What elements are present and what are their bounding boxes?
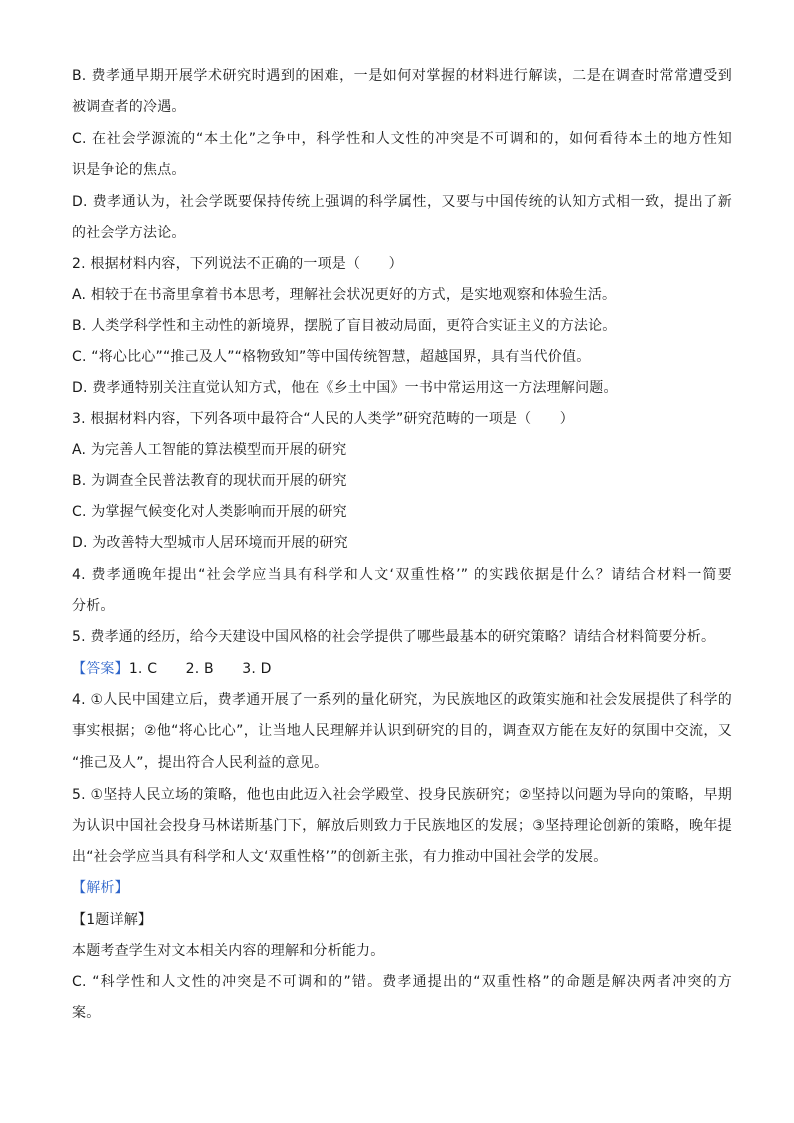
q2-option-a: A. 相较于在书斋里拿着书本思考，理解社会状况更好的方式，是实地观察和体验生活。 (72, 287, 617, 303)
answer-values: 1. C 2. B 3. D (128, 661, 272, 677)
question-3: 3. 根据材料内容，下列各项中最符合“人民的人类学”研究范畴的一项是（ ） (72, 411, 574, 427)
answer-4-text: 4. ①人民中国建立后，费孝通开展了一系列的量化研究，为民族地区的政策实施和社会发展提供了科学的 (72, 692, 732, 708)
answer-label: 【答案】 (72, 661, 129, 677)
answer-line (72, 659, 732, 679)
text-line: 的社会学方法论。 (72, 225, 186, 241)
text-line: 识是争论的焦点。 (72, 162, 186, 178)
text-line: 案。 (72, 1005, 101, 1021)
question-4: 4. 费孝通晚年提出“社会学应当具有科学和人文‘双重性格’” 的实践依据是什么？请结合材料一简要 (72, 567, 732, 583)
option-b-text: B. 费孝通早期开展学术研究时遇到的困难，一是如何对掌握的材料进行解读，二是在调查时常常遭受到 (72, 68, 732, 84)
text-line: 为认识中国社会投身马林诺斯基门下，解放后则致力于民族地区的发展；③坚持理论创新的策略，晚年提 (72, 818, 732, 834)
question-5: 5. 费孝通的经历，给今天建设中国风格的社会学提供了哪些最基本的研究策略？请结合材料简要分析。 (72, 629, 716, 645)
text-line: “推己及人”，提出符合人民利益的意见。 (72, 755, 329, 771)
q2-option-d: D. 费孝通特别关注直觉认知方式，他在《乡土中国》一书中常运用这一方法理解问题。 (72, 380, 618, 396)
q3-option-c: C. 为掌握气候变化对人类影响而开展的研究 (72, 504, 347, 520)
q2-option-b: B. 人类学科学性和主动性的新境界，摆脱了盲目被动局面，更符合实证主义的方法论。 (72, 318, 617, 334)
q3-option-a: A. 为完善人工智能的算法模型而开展的研究 (72, 442, 347, 458)
text-line: 本题考查学生对文本相关内容的理解和分析能力。 (72, 943, 385, 959)
q2-option-c: C. “将心比心”“推己及人”“格物致知”等中国传统智慧，超越国界，具有当代价值。 (72, 349, 591, 365)
option-d-text: D. 费孝通认为，社会学既要保持传统上强调的科学属性，又要与中国传统的认知方式相一致，提出了新 (72, 194, 732, 210)
question-2: 2. 根据材料内容，下列说法不正确的一项是（ ） (72, 256, 403, 272)
text-line: 被调查者的冷遇。 (72, 99, 186, 115)
option-c-text: C. 在社会学源流的“本土化”之争中，科学性和人文性的冲突是不可调和的，如何看待本土的地方性知 (72, 131, 732, 147)
text-line: 事实根据；②他“将心比心”，让当地人民理解并认识到研究的目的，调查双方能在友好的氛围中交流，又 (72, 723, 732, 739)
analysis-label: 【解析】 (72, 880, 129, 896)
q3-option-d: D. 为改善特大型城市人居环境而开展的研究 (72, 535, 348, 551)
text-line: 分析。 (72, 598, 115, 614)
q3-option-b: B. 为调查全民普法教育的现状而开展的研究 (72, 473, 347, 489)
explanation-c: C. “科学性和人文性的冲突是不可调和的”错。费孝通提出的“双重性格”的命题是解决两者冲突的方 (72, 974, 732, 990)
text-line: 出“社会学应当具有科学和人文‘双重性格’”的创新主张，有力推动中国社会学的发展。 (72, 849, 608, 865)
section-heading: 【1题详解】 (72, 912, 153, 928)
answer-5-text: 5. ①坚持人民立场的策略，他也由此迈入社会学殿堂、投身民族研究；②坚持以问题为导向的策略，早期 (72, 787, 732, 803)
